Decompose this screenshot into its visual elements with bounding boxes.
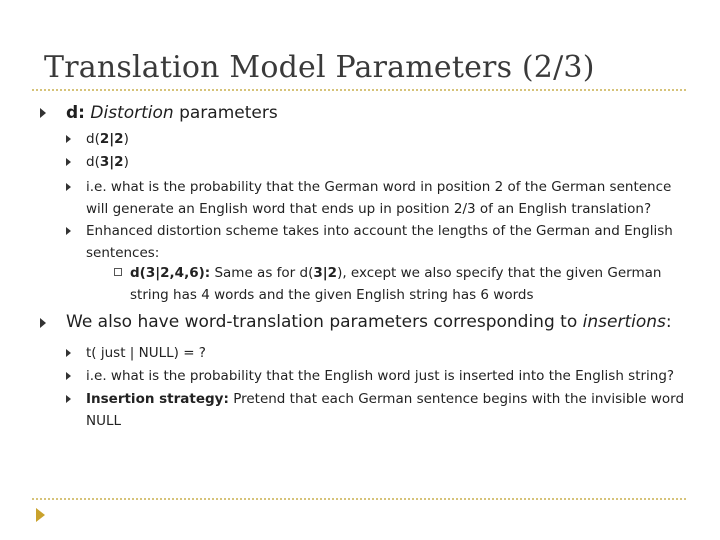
- arrow-bullet-icon: [66, 349, 71, 357]
- footer-divider: [32, 498, 686, 500]
- title-divider: [32, 89, 686, 91]
- list-item: [86, 128, 686, 150]
- subitem-bold: d(3|2,4,6):: [130, 265, 211, 281]
- item-bold: Insertion strategy:: [86, 391, 229, 407]
- arrow-bullet-icon: [66, 158, 71, 166]
- subitem-text: ), except we also specify that the given German string has 4 words and the given English string has 6 words: [130, 265, 662, 303]
- item-text: d(: [86, 154, 100, 170]
- item-text: Pretend that each German sentence begins with the invisible word NULL: [86, 391, 685, 429]
- item-bold: 2|2: [99, 131, 124, 147]
- arrow-bullet-icon: [66, 183, 71, 191]
- subitem-text: Same as for d(: [214, 265, 314, 281]
- insertion-heading: [66, 311, 672, 333]
- heading-text: We also have word-translation parameters corresponding to: [66, 312, 578, 332]
- list-item: Enhanced distortion scheme takes into account the lengths of the German and English sentences:: [86, 223, 673, 261]
- item-text: d(: [86, 131, 100, 147]
- heading-italic: insertions: [582, 312, 666, 332]
- item-text: ): [123, 131, 129, 147]
- arrow-right-icon: [36, 508, 45, 522]
- arrow-bullet-icon: [66, 227, 71, 235]
- item-bold: 3|2: [99, 154, 124, 170]
- arrow-bullet-icon: [66, 395, 71, 403]
- arrow-bullet-icon: [66, 135, 71, 143]
- sub-list-item: [130, 262, 690, 306]
- list-item: [86, 388, 686, 432]
- page-title: Translation Model Parameters (2/3): [44, 50, 595, 85]
- list-item: i.e. what is the probability that the English word just is inserted into the English string?: [86, 368, 675, 384]
- heading-bold: d:: [66, 103, 85, 123]
- heading-rest: parameters: [179, 103, 278, 123]
- square-bullet-icon: [114, 268, 122, 276]
- item-text: ): [123, 154, 129, 170]
- heading-italic: Distortion: [90, 103, 174, 123]
- arrow-bullet-icon: [66, 372, 71, 380]
- subitem-bold: 3|2: [313, 265, 338, 281]
- list-item: t( just | NULL) = ?: [86, 345, 206, 361]
- list-item: i.e. what is the probability that the German word in position 2 of the German sentence will generate an English word that ends up in position 2/3 of an English translation?: [86, 179, 672, 217]
- distortion-heading: [66, 102, 278, 124]
- list-item: [86, 151, 686, 173]
- arrow-bullet-icon: [40, 108, 46, 118]
- heading-punct: :: [665, 312, 672, 332]
- arrow-bullet-icon: [40, 318, 46, 328]
